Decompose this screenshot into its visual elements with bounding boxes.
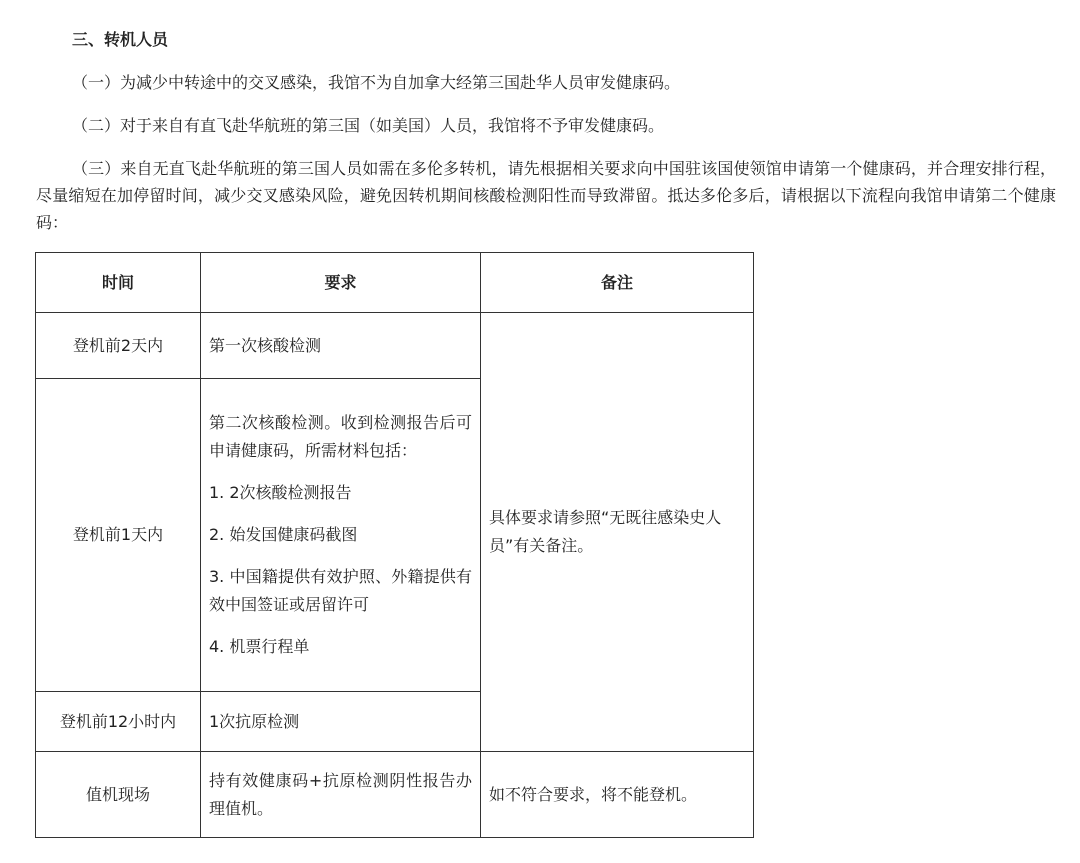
header-note: 备注 xyxy=(481,253,754,313)
material-item: 3. 中国籍提供有效护照、外籍提供有效中国签证或居留许可 xyxy=(209,567,472,614)
row-time: 登机前2天内 xyxy=(36,313,201,379)
material-item: 2. 始发国健康码截图 xyxy=(209,525,358,544)
row-requirement: 第一次核酸检测 xyxy=(201,313,481,379)
merged-note-text: 具体要求请参照“无既往感染史人员”有关备注。 xyxy=(489,508,722,555)
material-item: 4. 机票行程单 xyxy=(209,637,310,656)
requirement-intro: 第二次核酸检测。收到检测报告后可申请健康码，所需材料包括： xyxy=(209,413,472,460)
header-time: 时间 xyxy=(36,253,201,313)
row-time: 登机前12小时内 xyxy=(36,692,201,752)
paragraph-1: （一）为减少中转途中的交叉感染，我馆不为自加拿大经第三国赴华人员审发健康码。 xyxy=(72,73,681,92)
row-time: 登机前1天内 xyxy=(36,379,201,692)
row-time: 值机现场 xyxy=(36,752,201,838)
merged-note-cell xyxy=(481,313,754,752)
paragraph-2: （二）对于来自有直飞赴华航班的第三国（如美国）人员，我馆将不予审发健康码。 xyxy=(72,116,665,135)
header-requirement: 要求 xyxy=(201,253,481,313)
material-item: 1. 2次核酸检测报告 xyxy=(209,483,352,502)
section-title: 三、转机人员 xyxy=(72,30,169,49)
table-row xyxy=(36,313,754,379)
row-requirement xyxy=(201,379,481,692)
row-requirement: 持有效健康码+抗原检测阴性报告办理值机。 xyxy=(201,752,481,838)
table-header-row xyxy=(36,253,754,313)
requirements-table xyxy=(35,252,754,838)
row-note: 如不符合要求，将不能登机。 xyxy=(481,752,754,838)
paragraph-3: （三）来自无直飞赴华航班的第三国人员如需在多伦多转机，请先根据相关要求向中国驻该国使领馆申请第一个健康码，并合理安排行程，尽量缩短在加停留时间，减少交叉感染风险，避免因转机期间核酸检测阳性而导致滞留。抵达多伦多后，请根据以下流程向我馆申请第二个健康码： xyxy=(36,159,1056,232)
table-row xyxy=(36,752,754,838)
row-requirement: 1次抗原检测 xyxy=(201,692,481,752)
